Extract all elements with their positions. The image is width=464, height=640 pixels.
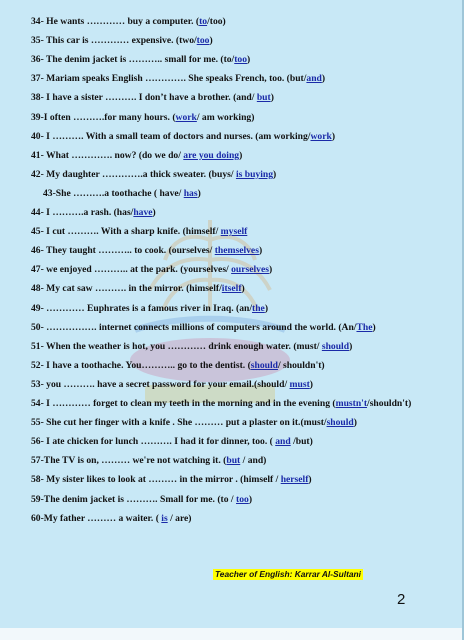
question-text: 37- Mariam speaks English …………. She speaks French, too. (but/ (31, 73, 307, 85)
question-48 (31, 283, 245, 295)
answer-choice: too (196, 35, 210, 47)
teacher-credit: Teacher of English: Karrar Al-Sultani (215, 569, 361, 579)
question-text-end: ) (273, 168, 277, 180)
question-text: 59-The denim jacket is ………. Small for me. (to / (31, 493, 237, 505)
question-text-end: ) (372, 321, 376, 333)
answer-choice: themselves (214, 245, 259, 257)
question-text-end: ) (247, 54, 251, 66)
question-59 (31, 494, 252, 506)
question-text-end: ) (258, 245, 263, 257)
answer-choice: should (326, 417, 354, 429)
question-40 (31, 131, 335, 143)
question-text: 42- My daughter ………….a thick sweater. (buys/ (31, 168, 236, 180)
question-text-end: /but) (290, 436, 313, 448)
question-36 (31, 54, 250, 66)
answer-choice: to (199, 16, 208, 27)
answer-choice: is (161, 512, 168, 524)
question-54 (31, 398, 411, 410)
question-text: 36- The denim jacket is ……….. small for me. (to/ (31, 54, 235, 66)
question-41 (31, 150, 242, 162)
question-text: 52- I have a toothache. You……….. go to the dentist. ( (31, 359, 251, 371)
question-57 (31, 455, 266, 467)
question-37 (31, 73, 325, 85)
answer-choice: myself (220, 226, 248, 238)
question-text-end: ) (268, 264, 273, 276)
answer-choice: and (275, 436, 291, 448)
question-53 (31, 379, 313, 391)
answer-choice: but (256, 92, 271, 104)
question-text: 47- we enjoyed ……….. at the park. (yourselves/ (31, 264, 232, 276)
question-51 (31, 341, 352, 353)
answer-choice: The (356, 321, 373, 333)
question-text: 56- I ate chicken for lunch ………. I had it for dinner, too. ( (31, 436, 276, 448)
answer-choice: has (183, 187, 198, 199)
question-46 (31, 245, 262, 257)
question-text: 48- My cat saw ………. in the mirror. (himself/ (31, 283, 222, 295)
answer-choice: and (306, 73, 322, 85)
question-text: 43-She ……….a toothache ( have/ (43, 187, 184, 199)
question-58 (31, 474, 312, 486)
question-text: 58- My sister likes to look at ……… in the mirror . (himself / (31, 474, 281, 486)
question-47 (31, 264, 272, 276)
question-text-end: ) (349, 340, 353, 352)
answer-choice: are you doing (183, 149, 240, 161)
question-38 (31, 92, 274, 104)
question-text-end: /shouldn't) (367, 398, 412, 409)
answer-choice: ourselves (231, 264, 269, 276)
answer-choice: mustn't (335, 398, 368, 409)
question-text: 38- I have a sister ………. I don’t have a brother. (and/ (31, 92, 257, 104)
question-text-end: ) (209, 35, 213, 47)
answer-choice: herself (280, 474, 309, 486)
question-44 (31, 207, 156, 219)
question-52 (31, 360, 325, 372)
question-text-end: / am working) (196, 111, 255, 123)
question-60 (31, 513, 192, 525)
question-text: 45- I cut ………. With a sharp knife. (himself/ (31, 226, 221, 238)
answer-choice: too (234, 54, 248, 66)
answer-choice: should (250, 359, 278, 371)
answer-choice: too (236, 493, 249, 505)
question-text: 57-The TV is on, ……… we're not watching it. ( (31, 455, 227, 467)
question-55 (31, 417, 357, 429)
question-text-end: ) (270, 92, 274, 104)
answer-choice: have (133, 207, 153, 218)
question-text-end: ) (197, 187, 201, 199)
answer-choice: but (226, 455, 241, 467)
question-text: 34- He wants ………… buy a computer. ( (31, 16, 200, 27)
question-text-end: /too) (207, 16, 226, 27)
question-49 (31, 303, 268, 315)
question-39 (31, 112, 254, 124)
answer-choice: work (310, 130, 332, 142)
question-text-end: / and) (240, 455, 267, 467)
question-text-end: ) (248, 493, 253, 505)
question-text-end: ) (321, 73, 326, 85)
question-56 (31, 436, 313, 448)
question-text: 41- What …………. now? (do we do/ (31, 149, 184, 161)
question-text: 35- This car is ………… expensive. (two/ (31, 35, 197, 47)
question-42 (31, 169, 276, 181)
page-number: 2 (397, 591, 406, 608)
question-text-end: ) (309, 378, 313, 390)
question-text-end: ) (241, 283, 245, 295)
question-text: 55- She cut her finger with a knife . She ……… put a plaster on it.(must/ (31, 417, 327, 429)
question-text: 60-My father ……… a waiter. ( (31, 512, 162, 524)
question-text: 40- I ………. With a small team of doctors and nurses. (am working/ (31, 130, 311, 142)
question-43 (43, 188, 201, 200)
answer-choice: should (321, 340, 350, 352)
question-text: 54- I ………… forget to clean my teeth in the morning and in the evening ( (31, 398, 336, 409)
answer-choice: is buying (235, 168, 274, 180)
answer-choice: itself (221, 283, 242, 295)
question-text: 49- ………… Euphrates is a famous river in Iraq. (an/ (31, 302, 253, 314)
question-45 (31, 226, 247, 238)
question-text: 39-I often ……….for many hours. ( (31, 111, 176, 123)
answer-choice: work (175, 111, 197, 123)
question-text: 46- They taught ……….. to cook. (ourselves/ (31, 245, 215, 257)
question-text: 53- you ………. have a secret password for your email.(should/ (31, 378, 290, 390)
answer-choice: the (252, 302, 265, 314)
question-text-end: ) (353, 417, 357, 429)
bottom-margin (0, 628, 462, 640)
question-34 (31, 16, 226, 28)
question-text: 44- I ……….a rash. (has/ (31, 207, 134, 218)
question-text-end: ) (308, 474, 312, 486)
question-text-end: ) (264, 302, 269, 314)
question-35 (31, 35, 213, 47)
question-50 (31, 322, 376, 334)
question-text-end: / shouldn't) (277, 359, 325, 371)
question-text: 51- When the weather is hot, you ………… drink enough water. (must/ (31, 340, 322, 352)
answer-choice: must (289, 378, 310, 390)
question-text: 50- ……………. internet connects millions of computers around the world. (An/ (31, 321, 357, 333)
question-text-end: ) (331, 130, 336, 142)
question-text-end: ) (152, 207, 156, 218)
question-text-end: ) (239, 149, 243, 161)
question-text-end: / are) (167, 512, 192, 524)
